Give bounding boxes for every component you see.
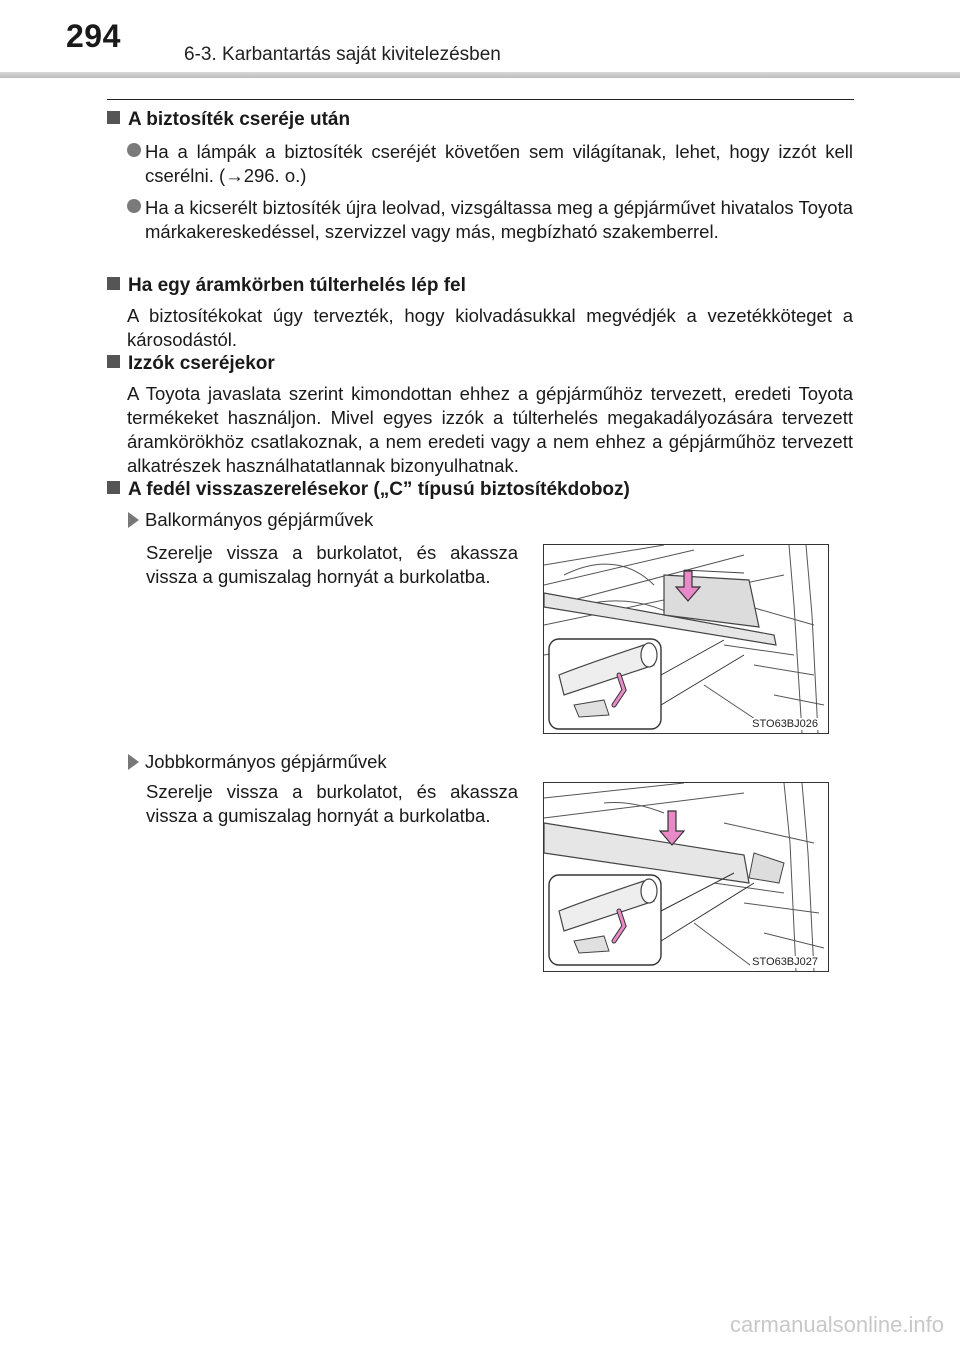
fuse-box-cover-illustration [544, 783, 828, 971]
square-bullet-icon [107, 355, 120, 368]
bullet-text: Ha a kicserélt biztosíték újra leolvad, vizsgáltassa meg a gépjárművet hivatalos Toyota márkakereskedéssel, szervizzel vagy más, megbízható szakemberrel. [145, 197, 853, 242]
square-bullet-icon [107, 111, 120, 124]
square-bullet-icon [107, 277, 120, 290]
figure-lhd-fuse-box-cover [543, 544, 829, 734]
lhd-instruction-text: Szerelje vissza a burkolatot, és akassza vissza a gumiszalag hornyát a burkolatba. [146, 542, 518, 587]
page-header [0, 0, 960, 78]
triangle-bullet-icon [128, 512, 139, 528]
page-number: 294 [66, 18, 121, 54]
bulb-replacement-text: A Toyota javaslata szerint kimondottan ehhez a gépjárműhöz tervezett, eredeti Toyota termékeket használjon. Mivel egyes izzók a túlterhelés megakadályozására tervezett áramkörökhöz csatlakoznak, a nem eredeti vagy a nem ehhez a gépjárműhöz tervezett alkatrészek használhatatlannak bizonyulhatnak. [127, 383, 853, 476]
bullet-item [127, 196, 853, 270]
square-bullet-icon [107, 481, 120, 494]
content-rule [107, 99, 854, 100]
bullet-item [127, 140, 853, 190]
triangle-bullet-icon [128, 754, 139, 770]
watermark: carmanualsonline.info [729, 1312, 944, 1337]
figure-code: STO63BJ026 [752, 718, 818, 730]
heading-bulb-replacement: Izzók cseréjekor [107, 353, 275, 375]
circle-bullet-icon [127, 143, 141, 157]
section-title: 6-3. Karbantartás saját kivitelezésben [184, 44, 501, 65]
circuit-overload-text: A biztosítékokat úgy tervezték, hogy kiolvadásukkal megvédjék a vezetékköteget a károsodástól. [127, 305, 853, 350]
fuse-box-cover-illustration [544, 545, 828, 733]
subsection-lhd: Balkormányos gépjárművek [128, 509, 373, 531]
heading-cover-reinstall: A fedél visszaszerelésekor („C” típusú biztosítékdoboz) [107, 479, 630, 501]
header-divider [0, 72, 960, 78]
figure-rhd-fuse-box-cover [543, 782, 829, 972]
heading-after-fuse-replacement: A biztosíték cseréje után [107, 109, 350, 131]
circle-bullet-icon [127, 199, 141, 213]
rhd-instruction-text: Szerelje vissza a burkolatot, és akassza vissza a gumiszalag hornyát a burkolatba. [146, 781, 518, 826]
figure-code: STO63BJ027 [752, 956, 818, 968]
bullet-text: Ha a lámpák a biztosíték cseréjét követően sem világítanak, lehet, hogy izzót kell cserélni. (→296. o.) [145, 141, 853, 186]
heading-circuit-overload: Ha egy áramkörben túlterhelés lép fel [107, 275, 466, 297]
subsection-rhd: Jobbkormányos gépjárművek [128, 751, 387, 773]
